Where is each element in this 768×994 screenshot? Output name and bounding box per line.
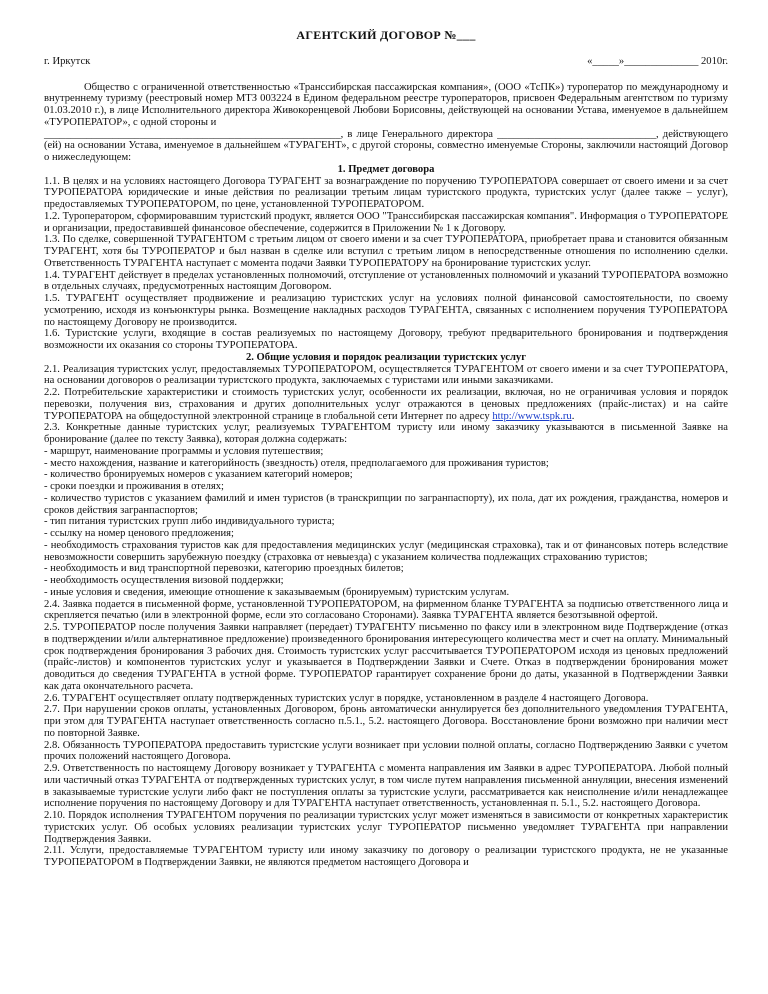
clause-2-8: 2.8. Обязанность ТУРОПЕРАТОРА предоставить туристские услуги возникает при условии полной оплаты, согласно Подтверждению Заявки с учетом прочих положений настоящего Договора.	[44, 739, 728, 763]
city-date-line	[44, 56, 728, 68]
clause-2-10: 2.10. Порядок исполнения ТУРАГЕНТОМ поручения по реализации туристских услуг может изменяться в зависимости от конкретных характеристик туристских услуг. Об особых условиях реализации туристских услуг ТУРОПЕРАТОР письменно уведомляет ТУРАГЕНТА при направлении Подтверждения Заявки.	[44, 810, 728, 845]
intro-paragraph-2: ________________________________________________________, в лице Генерального директора ______________________________, действующего (ей) на основании Устава, именуемое в дальнейшем «ТУРАГЕНТ», с другой стороны, совместно именуемые Стороны, заключили настоящий Договор о нижеследующем:	[44, 128, 728, 163]
intro-paragraph-1: Общество с ограниченной ответственностью «Транссибирская пассажирская компания», (ООО «ТсПК») туроператор по международному и внутреннему туризму (реестровый номер МТЗ 003224 в Едином федеральном реестре туроператоров, присвоен Федеральным агентством по туризму 01.03.2010 г.), в лице Исполнительного директора Живокоренцевой Любови Борисовны, действующей на основании Устава, именуемое в дальнейшем «ТУРОПЕРАТОР», с одной стороны и	[44, 81, 728, 128]
clause-2-2-end: .	[571, 410, 575, 422]
clause-2-1: 2.1. Реализация туристских услуг, предоставляемых ТУРОПЕРАТОРОМ, осуществляется ТУРАГЕНТОМ от своего имени и за счет ТУРОПЕРАТОРА, на основании договоров о реализации туристского продукта, заключаемых с туристами или иными заказчиками.	[44, 363, 728, 387]
list-item: - тип питания туристских групп либо индивидуального туриста;	[44, 516, 335, 528]
clause-1-2: 1.2. Туроператором, сформировавшим туристский продукт, является ООО "Транссибирская пассажирская компания". Информация о ТУРОПЕРАТОРЕ и организации, предоставившей финансовое обеспечение, содержится в Приложении № 1 к Договору.	[44, 210, 728, 234]
contract-date: «_____»______________ 2010г.	[587, 55, 728, 67]
clause-1-1: 1.1. В целях и на условиях настоящего Договора ТУРАГЕНТ за вознаграждение по поручению ТУРОПЕРАТОРА совершает от своего имени и за счет ТУРОПЕРАТОРА юридические и иные действия по реализации третьим лицам туристского продукта, туристских услуг (далее также – услуг), предоставляемых ТУРОПЕРАТОРОМ, по цене, установленной ТУРОПЕРАТОРОМ.	[44, 175, 728, 210]
clause-2-7: 2.7. При нарушении сроков оплаты, установленных Договором, бронь автоматически аннулируется без дополнительного уведомления ТУРАГЕНТА, при этом для ТУРАГЕНТА наступает ответственность согласно п.5.1., 5.2. настоящего Договора. Восстановление брони возможно при наличии мест по повторной Заявке.	[44, 704, 728, 739]
list-item: - количество бронируемых номеров с указанием категорий номеров;	[44, 469, 353, 481]
website-link[interactable]: http://www.tspk.ru	[492, 410, 572, 422]
document-title: АГЕНТСКИЙ ДОГОВОР №___	[296, 28, 476, 42]
clause-1-5: 1.5. ТУРАГЕНТ осуществляет продвижение и реализацию туристских услуг на условиях полной финансовой самостоятельности, по своему усмотрению, исходя из конъюнктуры рынка. Возмещение накладных расходов ТУРАГЕНТА, связанных с исполнением поручения ТУРОПЕРАТОРА по настоящему Договору не производится.	[44, 293, 728, 328]
clause-2-5: 2.5. ТУРОПЕРАТОР после получения Заявки направляет (передает) ТУРАГЕНТУ письменно по факсу или в электронном виде Подтверждение (отказ в подтверждении и/или альтернативное предложение) произведенного бронирования интересующего количества мест и счет на оплату. Минимальный срок подтверждения бронирования 3 рабочих дня. Стоимость туристских услуг рассчитывается ТУРОПЕРАТОРОМ исходя из ценовых предложений (прайс-листов) и компонентов туристских услуг и указывается в Подтверждении Заявки и Счете. Отказ в подтверждении бронирования может доводиться до сведения ТУРАГЕНТА в устной форме. ТУРОПЕРАТОР гарантирует сохранение брони до даты, указанной в Подтверждении Заявки как дата окончательного расчета.	[44, 622, 728, 692]
list-item: - необходимость и вид транспортной перевозки, категорию проездных билетов;	[44, 563, 404, 575]
list-item: - маршрут, наименование программы и условия путешествия;	[44, 445, 324, 457]
section-2-title: 2. Общие условия и порядок реализации туристских услуг	[245, 351, 527, 363]
clause-2-6: 2.6. ТУРАГЕНТ осуществляет оплату подтвержденных туристских услуг в порядке, установленном в разделе 4 настоящего Договора.	[44, 692, 649, 704]
clause-1-3: 1.3. По сделке, совершенной ТУРАГЕНТОМ с третьим лицом от своего имени и за счет ТУРОПЕРАТОРА, приобретает права и становится обязанным ТУРАГЕНТ, хотя бы ТУРОПЕРАТОР и был назван в сделке или вступил с третьим лицом в непосредственные отношения по исполнению сделки. Ответственность ТУРАГЕНТА наступает с момента подачи Заявки ТУРОПЕРАТОРУ на бронирование туристских услуг.	[44, 234, 728, 269]
clause-2-2	[44, 387, 728, 422]
list-item: - иные условия и сведения, имеющие отношение к заказываемым (бронируемым) туристским услугам.	[44, 586, 510, 598]
section-1-title: 1. Предмет договора	[337, 163, 435, 175]
list-item: - количество туристов с указанием фамилий и имен туристов (в транскрипции по загранпаспорту), их пола, дат их рождения, гражданства, номеров и сроков действия загранпаспортов;	[44, 492, 728, 516]
clause-2-4: 2.4. Заявка подается в письменной форме, установленной ТУРОПЕРАТОРОМ, на фирменном бланке ТУРАГЕНТА за подписью ответственного лица и скрепляется печатью (или в электронной форме, если это согласовано Сторонами). Заявка ТУРАГЕНТА является безотзывной офертой.	[44, 598, 728, 622]
clause-2-11: 2.11. Услуги, предоставляемые ТУРАГЕНТОМ туристу или иному заказчику по договору о реализации туристского продукта, не не указанные ТУРОПЕРАТОРОМ в Подтверждении Заявки, не являются предметом настоящего Договора и	[44, 845, 728, 868]
list-item: - сроки поездки и проживания в отелях;	[44, 481, 224, 492]
city: г. Иркутск	[44, 55, 91, 67]
list-item: - место нахождения, название и категорийность (звездность) отеля, предполагаемого для проживания туристов;	[44, 457, 549, 469]
list-item: - необходимость страхования туристов как для предоставления медицинских услуг (медицинская страховка), так и от финансовых потерь вследствие невозможности совершить зарубежную поездку (страховка от невыезда) с указанием количества подлежащих страхованию туристов;	[44, 539, 728, 563]
clause-2-9: 2.9. Ответственность по настоящему Договору возникает у ТУРАГЕНТА с момента направления им Заявки в адрес ТУРОПЕРАТОРА. Любой полный или частичный отказ ТУРАГЕНТА от подтвержденных туристских услуг, в том числе путем направления письменной аннуляции, внесения изменений в заказываемые туристские услуги либо факт не поступления оплаты за туристские услуги, рассматривается как неисполнение и/или ненадлежащее исполнение поручения по настоящему Договору и для ТУРАГЕНТА наступает ответственность, установленная п. 5.1., 5.2. настоящего Договора.	[44, 763, 728, 810]
clause-1-6: 1.6. Туристские услуги, входящие в состав реализуемых по настоящему Договору, требуют предварительного бронирования и подтверждения возможности их оказания со стороны ТУРОПЕРАТОРА.	[44, 328, 728, 351]
list-item: - необходимость осуществления визовой поддержки;	[44, 575, 284, 586]
clause-1-4: 1.4. ТУРАГЕНТ действует в пределах установленных полномочий, отступление от установленных полномочий и указаний ТУРОПЕРАТОРА возможно в отдельных случаях, предусмотренных настоящим Договором.	[44, 269, 728, 293]
clause-2-2-text: 2.2. Потребительские характеристики и стоимость туристских услуг, особенности их реализации, включая, но не ограничивая условия и порядок перевозки, получения виз, страхования и других дополнительных услуг отражаются в ценовых предложениях (прайс-листах) и на сайте ТУРОПЕРАТОРА на общедоступной электронной странице в глобальной сети Интернет по адресу	[44, 387, 728, 422]
clause-2-3: 2.3. Конкретные данные туристских услуг, реализуемых ТУРАГЕНТОМ туристу или иному заказчику указываются в письменной Заявке на бронирование (далее по тексту Заявка), которая должна содержать:	[44, 422, 728, 445]
list-item: - ссылку на номер ценового предложения;	[44, 528, 234, 539]
